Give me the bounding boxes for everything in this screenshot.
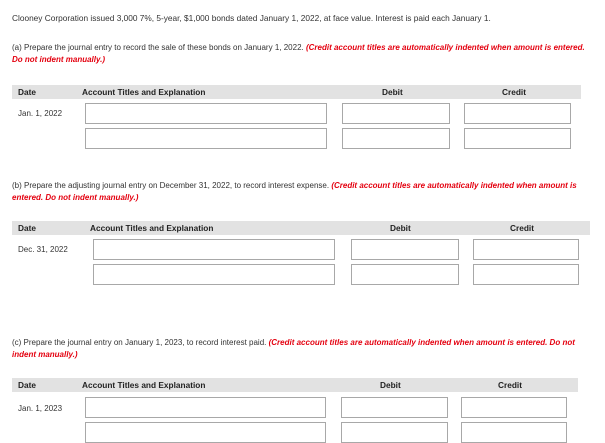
part-c-row2-credit-input[interactable] (461, 422, 567, 443)
part-a-note: (Credit account titles are automatically indented when amount is entered. Do not indent manually.) (12, 43, 585, 64)
part-b-row1-account-input[interactable] (93, 239, 335, 260)
part-c-table-header (12, 378, 578, 392)
part-c-note: (Credit account titles are automatically indented when amount is entered. Do not indent manually.) (12, 338, 575, 359)
part-a-instructions (12, 42, 592, 66)
part-a-table-header (12, 85, 581, 99)
account-column-header: Account Titles and Explanation (90, 223, 214, 233)
part-a-row1-credit-input[interactable] (464, 103, 571, 124)
credit-column-header: Credit (502, 87, 526, 97)
part-b-row2-debit-input[interactable] (351, 264, 459, 285)
part-c-row1-account-input[interactable] (85, 397, 326, 418)
part-b-note: (Credit account titles are automatically indented when amount is entered. Do not indent manually.) (12, 181, 577, 202)
problem-intro: Clooney Corporation issued 3,000 7%, 5-year, $1,000 bonds dated January 1, 2022, at face value. Interest is paid each January 1. (12, 13, 491, 23)
part-c-row1-credit-input[interactable] (461, 397, 567, 418)
debit-column-header: Debit (390, 223, 411, 233)
part-b-table-header (12, 221, 590, 235)
part-b-row2-account-input[interactable] (93, 264, 335, 285)
debit-column-header: Debit (380, 380, 401, 390)
account-column-header: Account Titles and Explanation (82, 87, 206, 97)
part-c-date: Jan. 1, 2023 (18, 404, 63, 413)
part-b-row2-credit-input[interactable] (473, 264, 579, 285)
credit-column-header: Credit (498, 380, 522, 390)
debit-column-header: Debit (382, 87, 403, 97)
part-c-instructions (12, 337, 592, 361)
part-a-prompt: (a) Prepare the journal entry to record the sale of these bonds on January 1, 2022. (12, 43, 304, 52)
part-a-row2-debit-input[interactable] (342, 128, 450, 149)
part-a-row2-account-input[interactable] (85, 128, 327, 149)
date-column-header: Date (18, 380, 36, 390)
part-c-row1-debit-input[interactable] (341, 397, 448, 418)
part-b-row1-debit-input[interactable] (351, 239, 459, 260)
credit-column-header: Credit (510, 223, 534, 233)
account-column-header: Account Titles and Explanation (82, 380, 206, 390)
part-b-prompt: (b) Prepare the adjusting journal entry on December 31, 2022, to record interest expense. (12, 181, 330, 190)
part-c-row2-debit-input[interactable] (341, 422, 448, 443)
part-a-row1-account-input[interactable] (85, 103, 327, 124)
part-a-date: Jan. 1, 2022 (18, 109, 63, 118)
part-b-row1-credit-input[interactable] (473, 239, 579, 260)
date-column-header: Date (18, 87, 36, 97)
part-c-row2-account-input[interactable] (85, 422, 326, 443)
part-a-row2-credit-input[interactable] (464, 128, 571, 149)
part-c-prompt: (c) Prepare the journal entry on January 1, 2023, to record interest paid. (12, 338, 267, 347)
part-b-instructions (12, 180, 592, 204)
part-a-row1-debit-input[interactable] (342, 103, 450, 124)
date-column-header: Date (18, 223, 36, 233)
part-b-date: Dec. 31, 2022 (18, 245, 68, 254)
